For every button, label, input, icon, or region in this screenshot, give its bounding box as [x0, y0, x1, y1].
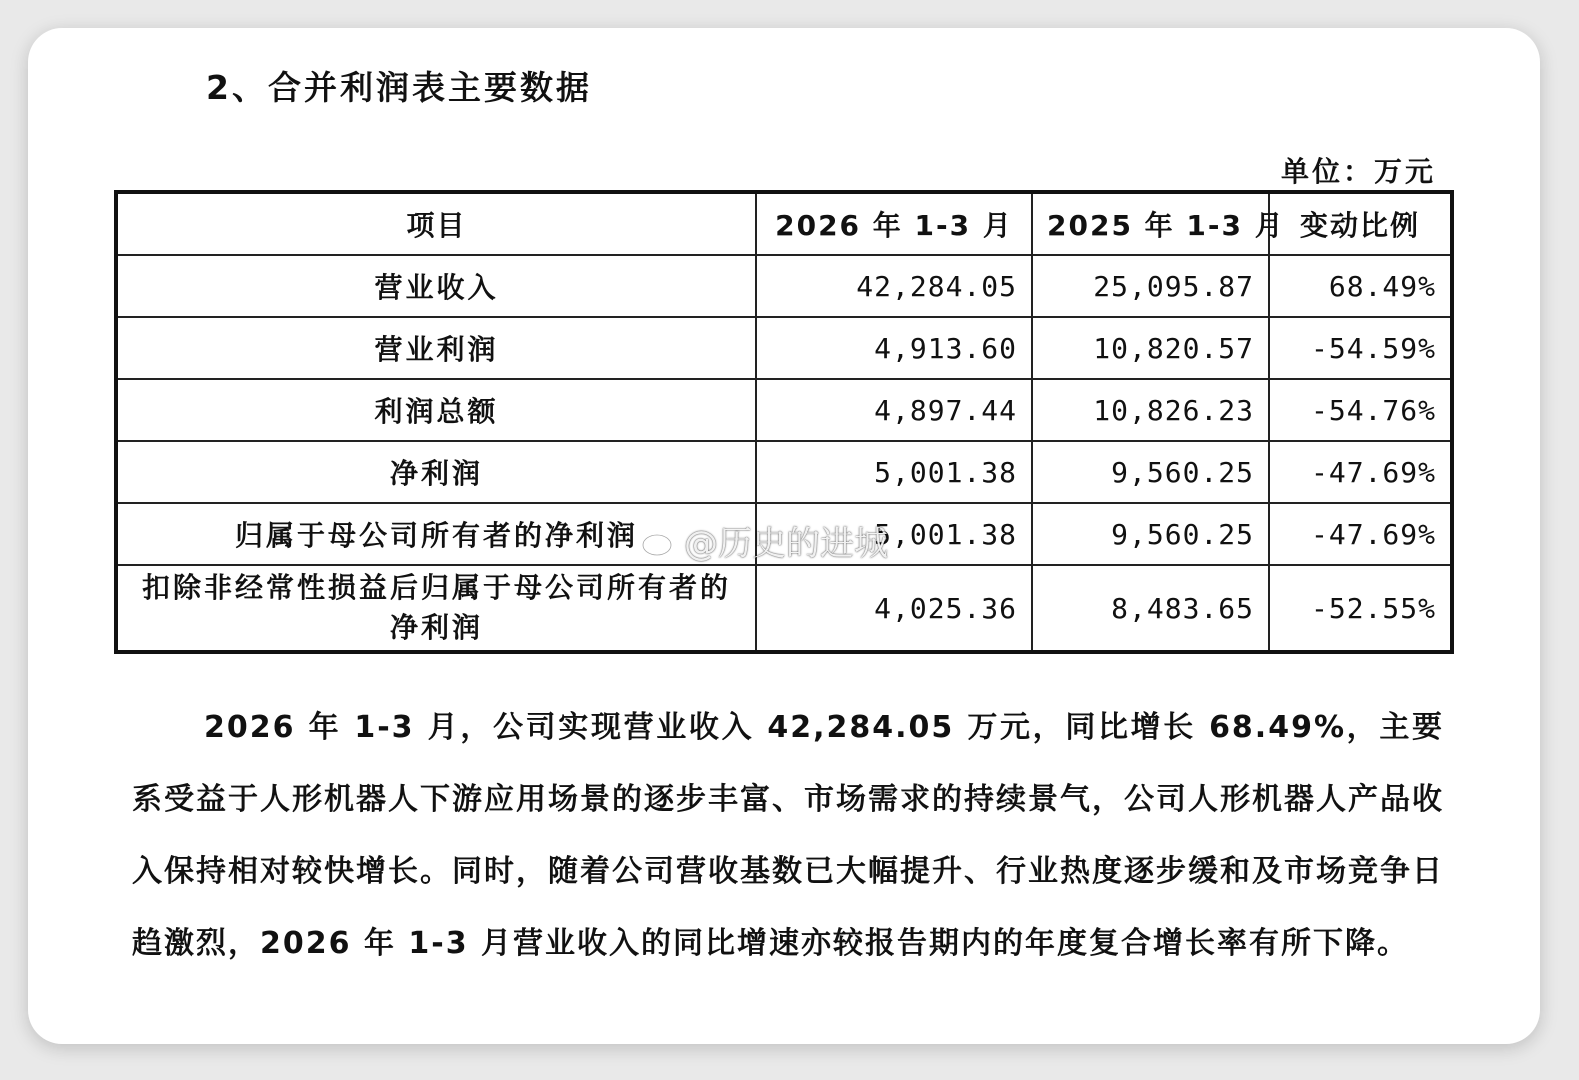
table-row — [116, 255, 1452, 317]
row-value-2025: 10,820.57 — [1032, 317, 1269, 379]
weibo-icon — [640, 524, 680, 558]
row-value-2025: 25,095.87 — [1032, 255, 1269, 317]
table-header-row — [116, 192, 1452, 255]
row-label: 营业利润 — [116, 317, 756, 379]
table-row — [116, 565, 1452, 652]
row-label: 扣除非经常性损益后归属于母公司所有者的净利润 — [116, 565, 756, 652]
row-value-2026: 4,897.44 — [756, 379, 1032, 441]
row-value-2026: 4,025.36 — [756, 565, 1032, 652]
row-change: -47.69% — [1269, 503, 1452, 565]
table-row — [116, 317, 1452, 379]
table-row — [116, 441, 1452, 503]
row-value-2025: 8,483.65 — [1032, 565, 1269, 652]
row-value-2026: 4,913.60 — [756, 317, 1032, 379]
row-change: -54.76% — [1269, 379, 1452, 441]
row-label: 净利润 — [116, 441, 756, 503]
header-2025: 2025 年 1-3 月 — [1032, 192, 1269, 255]
row-label: 营业收入 — [116, 255, 756, 317]
row-change: -54.59% — [1269, 317, 1452, 379]
row-value-2026: 5,001.38 — [756, 503, 1032, 565]
row-value-2025: 9,560.25 — [1032, 503, 1269, 565]
row-change: -52.55% — [1269, 565, 1452, 652]
row-value-2026: 42,284.05 — [756, 255, 1032, 317]
document-card — [28, 28, 1540, 1044]
header-2026: 2026 年 1-3 月 — [756, 192, 1032, 255]
row-change: 68.49% — [1269, 255, 1452, 317]
row-change: -47.69% — [1269, 441, 1452, 503]
row-value-2025: 9,560.25 — [1032, 441, 1269, 503]
row-value-2026: 5,001.38 — [756, 441, 1032, 503]
watermark — [640, 516, 888, 565]
unit-label: 单位：万元 — [1280, 155, 1436, 188]
watermark-text: @历史的进城 — [684, 524, 888, 564]
row-value-2025: 10,826.23 — [1032, 379, 1269, 441]
row-label: 利润总额 — [116, 379, 756, 441]
table-row — [116, 379, 1452, 441]
header-item: 项目 — [116, 192, 756, 255]
body-paragraph: 2026 年 1-3 月，公司实现营业收入 42,284.05 万元，同比增长 68.49%，主要系受益于人形机器人下游应用场景的逐步丰富、市场需求的持续景气，公司人形机器人产品收入保持相对较快增长。同时，随着公司营收基数已大幅提升、行业热度逐步缓和及市场竞争日趋激烈，2026 年 1-3 月营业收入的同比增速亦较报告期内的年度复合增长率有所下降。 — [132, 710, 1444, 961]
income-statement-table — [114, 190, 1454, 654]
section-title: 2、合并利润表主要数据 — [206, 68, 592, 107]
row-label: 归属于母公司所有者的净利润 — [116, 503, 756, 565]
header-change: 变动比例 — [1269, 192, 1452, 255]
